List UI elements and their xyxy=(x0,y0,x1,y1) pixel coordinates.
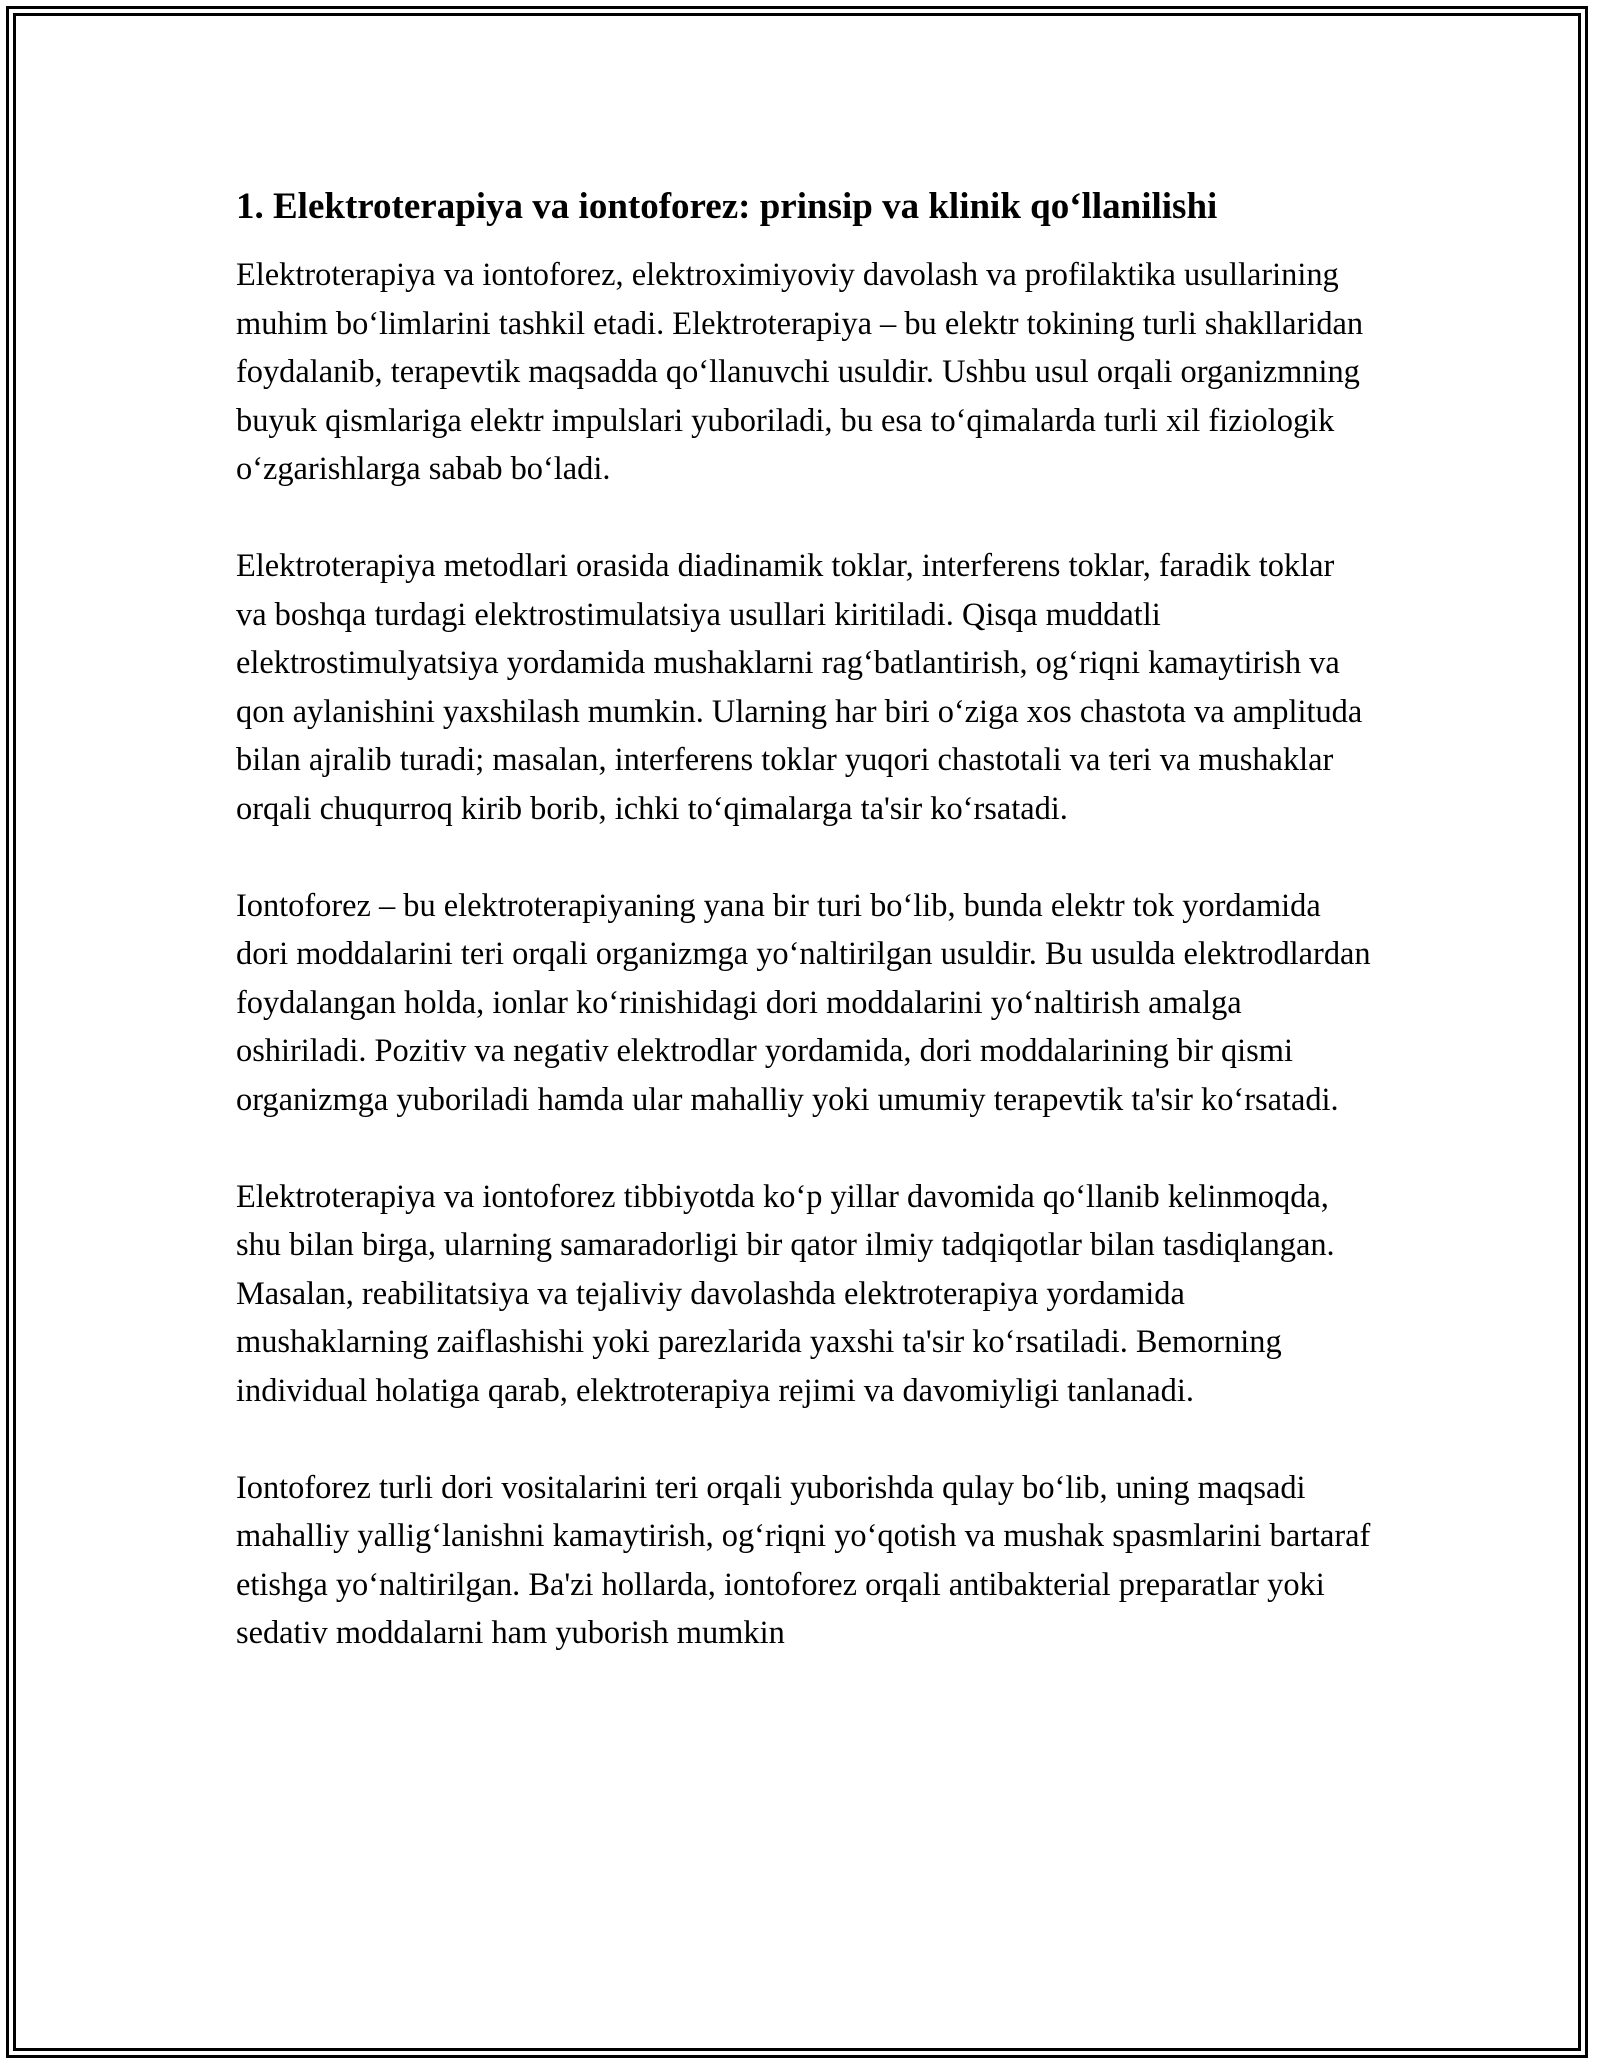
paragraph-2: Elektroterapiya metodlari orasida diadinamik toklar, interferens toklar, faradik toklar va boshqa turdagi elektrostimulatsiya usullari kiritiladi. Qisqa muddatli elektrostimulyatsiya yordamida mushaklarni rag‘batlantirish, og‘riqni kamaytirish va qon aylanishini yaxshilash mumkin. Ularning har biri o‘ziga xos chastota va amplituda bilan ajralib turadi; masalan, interferens toklar yuqori chastotali va teri va mushaklar orqali chuqurroq kirib borib, ichki to‘qimalarga ta'sir ko‘rsatadi. xyxy=(236,548,1363,827)
section-heading: 1. Elektroterapiya va iontoforez: prinsip va klinik qo‘llanilishi xyxy=(236,186,1218,227)
paragraph-1: Elektroterapiya va iontoforez, elektroximiyoviy davolash va profilaktika usullarining muhim bo‘limlarini tashkil etadi. Elektroterapiya – bu elektr tokining turli shakllaridan foydalanib, terapevtik maqsadda qo‘llanuvchi usuldir. Ushbu usul orqali organizmning buyuk qismlariga elektr impulslari yuboriladi, bu esa to‘qimalarda turli xil fiziologik o‘zgarishlarga sabab bo‘ladi. xyxy=(236,257,1364,487)
paragraph-5: Iontoforez turli dori vositalarini teri orqali yuborishda qulay bo‘lib, uning maqsadi mahalliy yallig‘lanishni kamaytirish, og‘riqni yo‘qotish va mushak spasmlarini bartaraf etishga yo‘naltirilgan. Ba'zi hollarda, iontoforez orqali antibakterial preparatlar yoki sedativ moddalarni ham yuborish mumkin xyxy=(236,1469,1371,1651)
paragraph-3: Iontoforez – bu elektroterapiyaning yana bir turi bo‘lib, bunda elektr tok yordamida dori moddalarini teri orqali organizmga yo‘naltirilgan usuldir. Bu usulda elektrodlardan foydalangan holda, ionlar ko‘rinishidagi dori moddalarini yo‘naltirish amalga oshiriladi. Pozitiv va negativ elektrodlar yordamida, dori moddalarining bir qismi organizmga yuboriladi hamda ular mahalliy yoki umumiy terapevtik ta'sir ko‘rsatadi. xyxy=(236,887,1371,1118)
paragraph-4: Elektroterapiya va iontoforez tibbiyotda ko‘p yillar davomida qo‘llanib kelinmoqda, shu bilan birga, ularning samaradorligi bir qator ilmiy tadqiqotlar bilan tasdiqlangan. Masalan, reabilitatsiya va tejaliviy davolashda elektroterapiya yordamida mushaklarning zaiflashishi yoki parezlarida yaxshi ta'sir ko‘rsatiladi. Bemorning individual holatiga qarab, elektroterapiya rejimi va davomiyligi tanlanadi. xyxy=(236,1178,1335,1409)
document-body xyxy=(236,183,1372,1658)
